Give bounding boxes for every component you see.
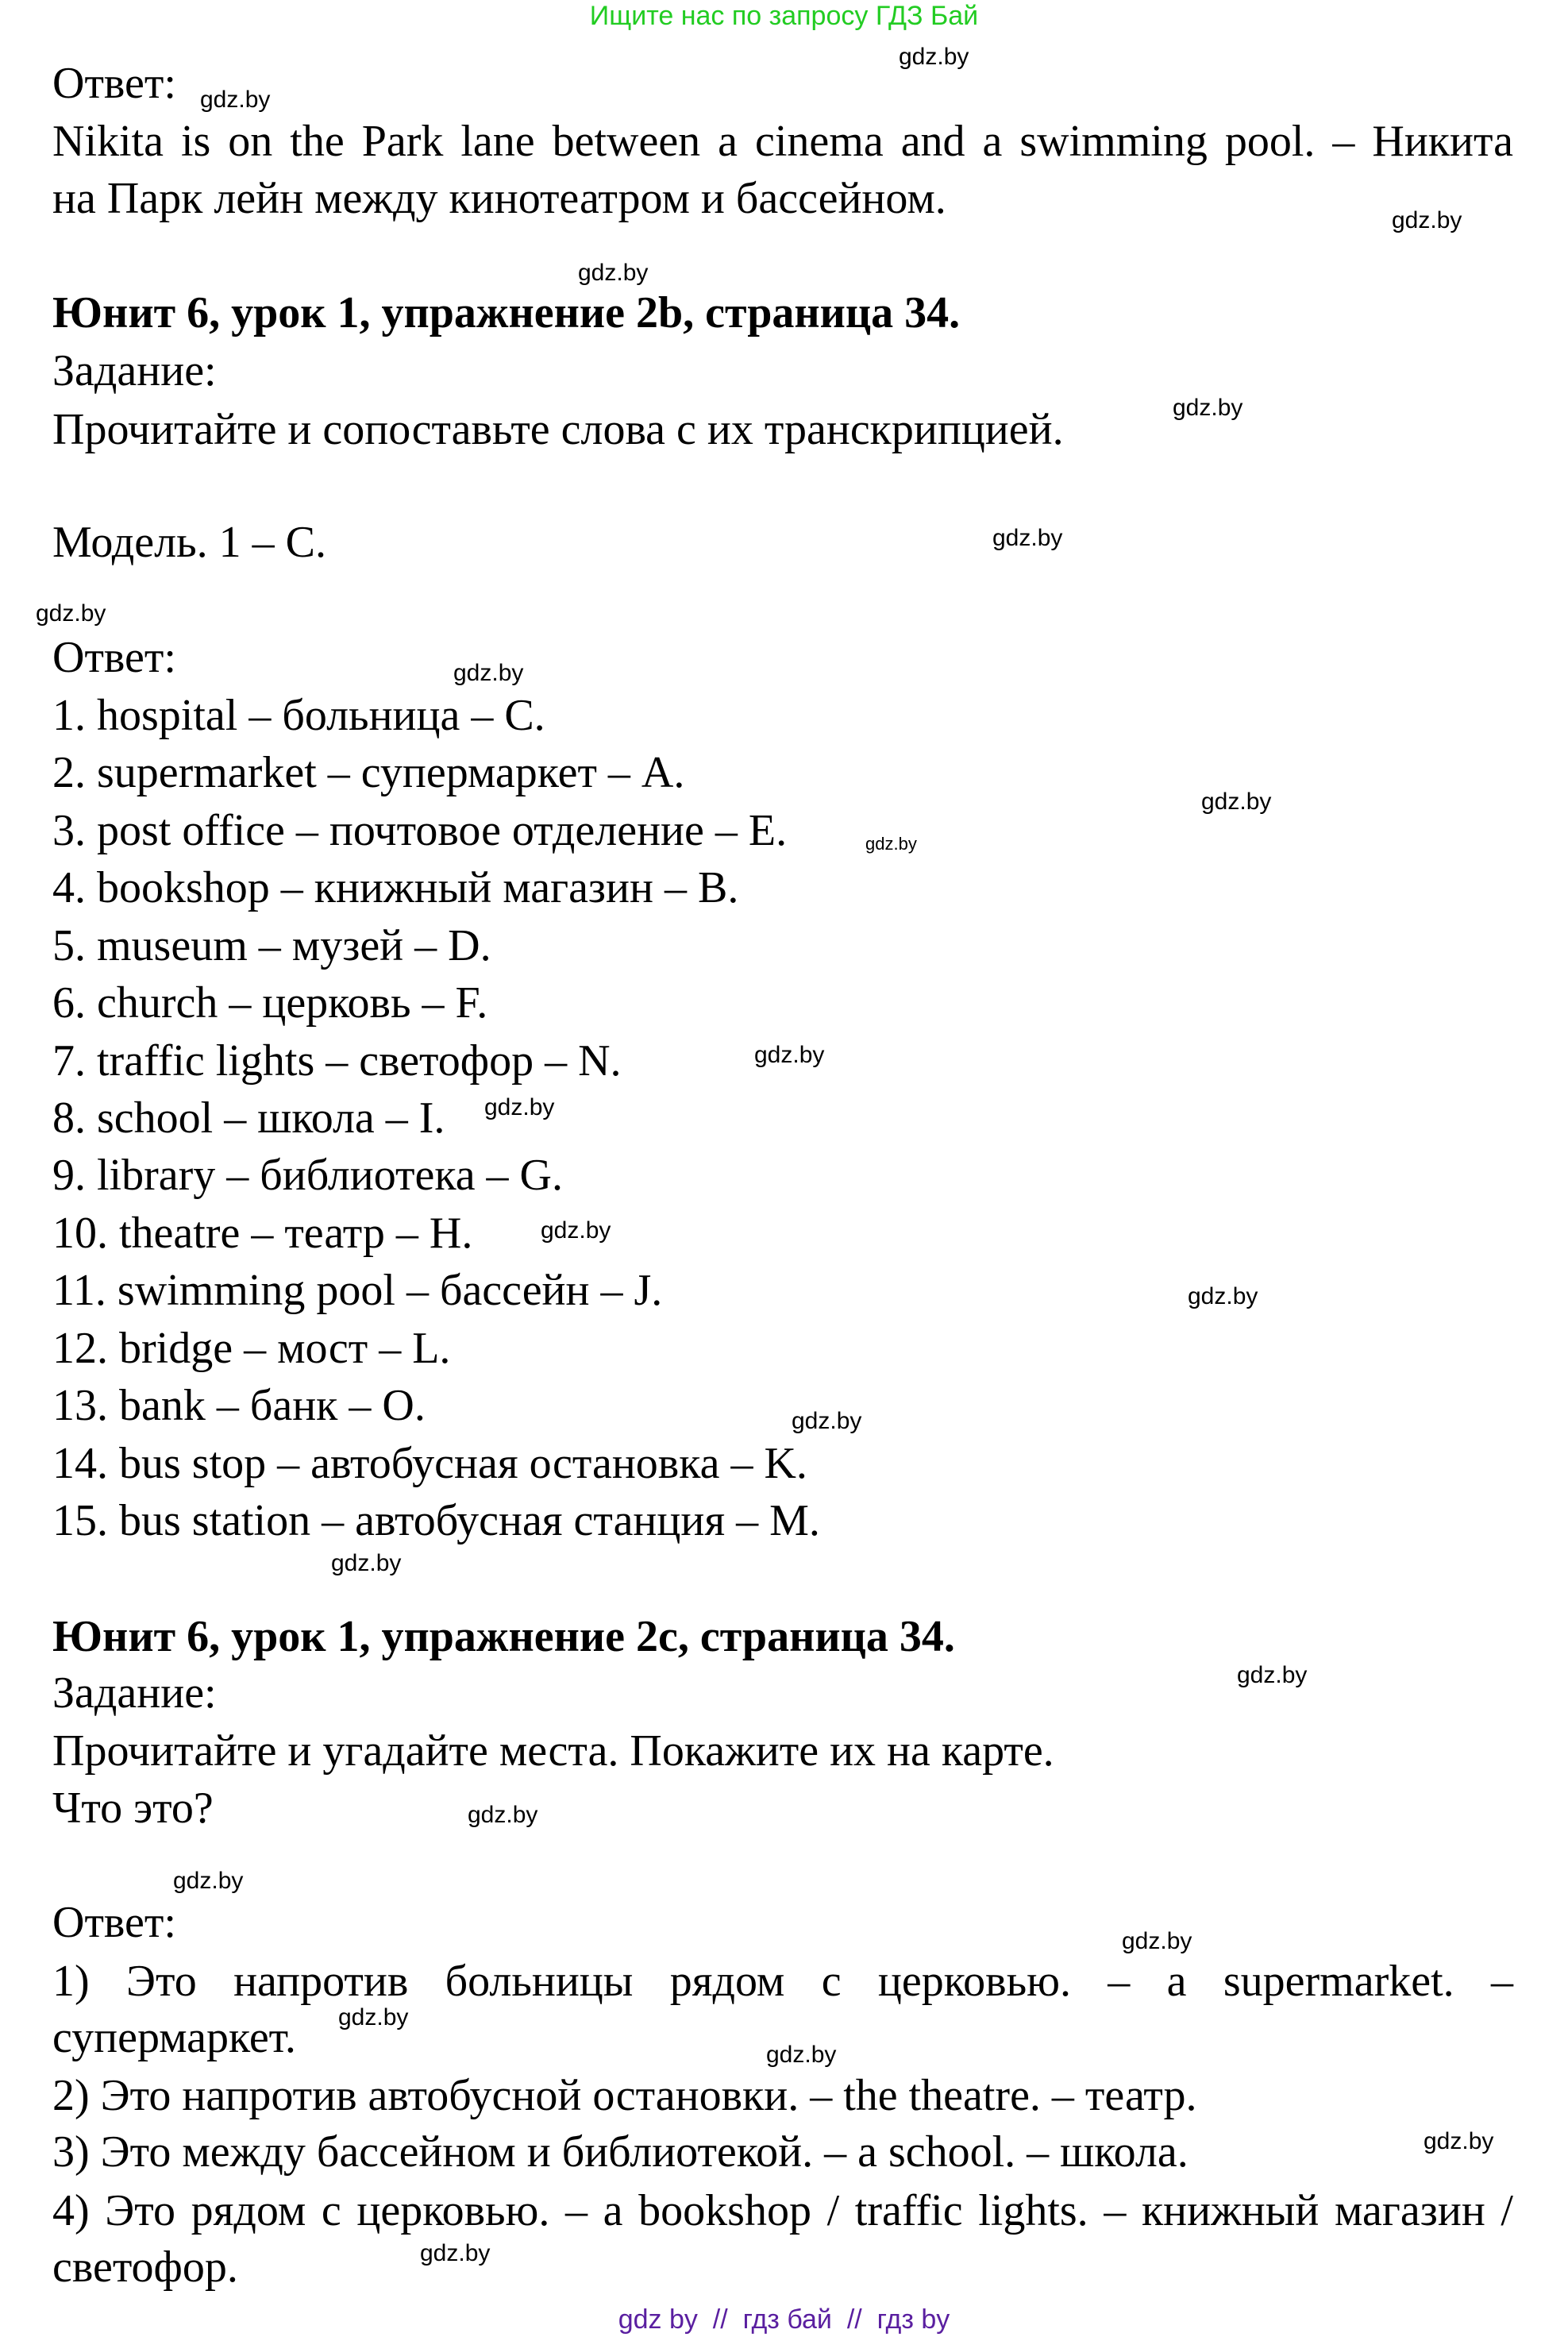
list-item: 6. church – церковь – F. [52,978,488,1028]
exercise-heading: Юнит 6, урок 1, упражнение 2c, страница 34. [52,1612,955,1661]
watermark: gdz.by [1424,2128,1494,2154]
watermark: gdz.by [338,2004,409,2030]
footer-links: gdz by // гдз бай // гдз by [618,2304,950,2335]
watermark: gdz.by [484,1094,555,1120]
watermark: gdz.by [1188,1283,1258,1309]
watermark: gdz.by [468,1802,538,1828]
answer-line: 4) Это рядом с церковью. – a bookshop / traffic lights. – книжный магазин / [52,2186,1513,2235]
answer-label: Ответ: [52,633,176,682]
watermark: gdz.by [331,1550,402,1576]
list-item: 8. school – школа – I. [52,1093,445,1143]
search-banner: Ищите нас по запросу ГДЗ Бай [589,1,979,31]
list-item: 11. swimming pool – бассейн – J. [52,1266,663,1315]
model-text: Модель. 1 – C. [52,518,326,567]
answer-line: на Парк лейн между кинотеатром и бассейном. [52,174,946,223]
watermark: gdz.by [420,2240,491,2266]
answer-label: Ответ: [52,59,176,108]
watermark: gdz.by [1392,207,1462,233]
task-label: Задание: [52,346,217,395]
watermark: gdz.by [792,1408,862,1434]
list-item: 7. traffic lights – светофор – N. [52,1036,622,1086]
watermark: gdz.by [578,260,649,286]
watermark: gdz.by [992,525,1063,551]
list-item: 2. supermarket – супермаркет – A. [52,748,685,797]
task-text: Прочитайте и сопоставьте слова с их транскрипцией. [52,405,1064,454]
list-item: 4. bookshop – книжный магазин – B. [52,863,739,912]
watermark: gdz.by [1173,395,1243,421]
list-item: 14. bus stop – автобусная остановка – K. [52,1439,807,1488]
watermark: gdz.by [541,1217,611,1244]
list-item: 12. bridge – мост – L. [52,1324,451,1373]
task-text: Прочитайте и угадайте места. Покажите их на карте. [52,1726,1054,1776]
answer-label: Ответ: [52,1898,176,1947]
watermark: gdz.by [754,1042,825,1068]
watermark: gdz.by [899,44,969,70]
watermark: gdz.by [200,87,271,113]
watermark: gdz.by [865,834,917,854]
list-item: 1. hospital – больница – C. [52,691,545,740]
list-item: 5. museum – музей – D. [52,921,491,970]
task-text: Что это? [52,1784,214,1833]
list-item: 10. theatre – театр – H. [52,1209,473,1258]
list-item: 13. bank – банк – O. [52,1381,426,1430]
answer-line: 3) Это между бассейном и библиотекой. – a school. – школа. [52,2127,1189,2177]
answer-line: светофор. [52,2243,238,2292]
watermark: gdz.by [1201,789,1272,815]
answer-line: Nikita is on the Park lane between a cinema and a swimming pool. – Никита [52,117,1513,166]
watermark: gdz.by [1237,1662,1308,1688]
watermark: gdz.by [1122,1928,1192,1954]
answer-line: супермаркет. [52,2013,296,2062]
exercise-heading: Юнит 6, урок 1, упражнение 2b, страница 34. [52,288,961,337]
answer-line: 1) Это напротив больницы рядом с церковью. – a supermarket. – [52,1957,1513,2006]
watermark: gdz.by [36,600,106,627]
watermark: gdz.by [453,660,524,686]
answer-line: 2) Это напротив автобусной остановки. – the theatre. – театр. [52,2071,1197,2120]
list-item: 3. post office – почтовое отделение – E. [52,806,788,855]
list-item: 9. library – библиотека – G. [52,1151,563,1200]
task-label: Задание: [52,1668,217,1718]
watermark: gdz.by [766,2042,837,2068]
watermark: gdz.by [173,1868,244,1894]
list-item: 15. bus station – автобусная станция – M. [52,1496,820,1545]
